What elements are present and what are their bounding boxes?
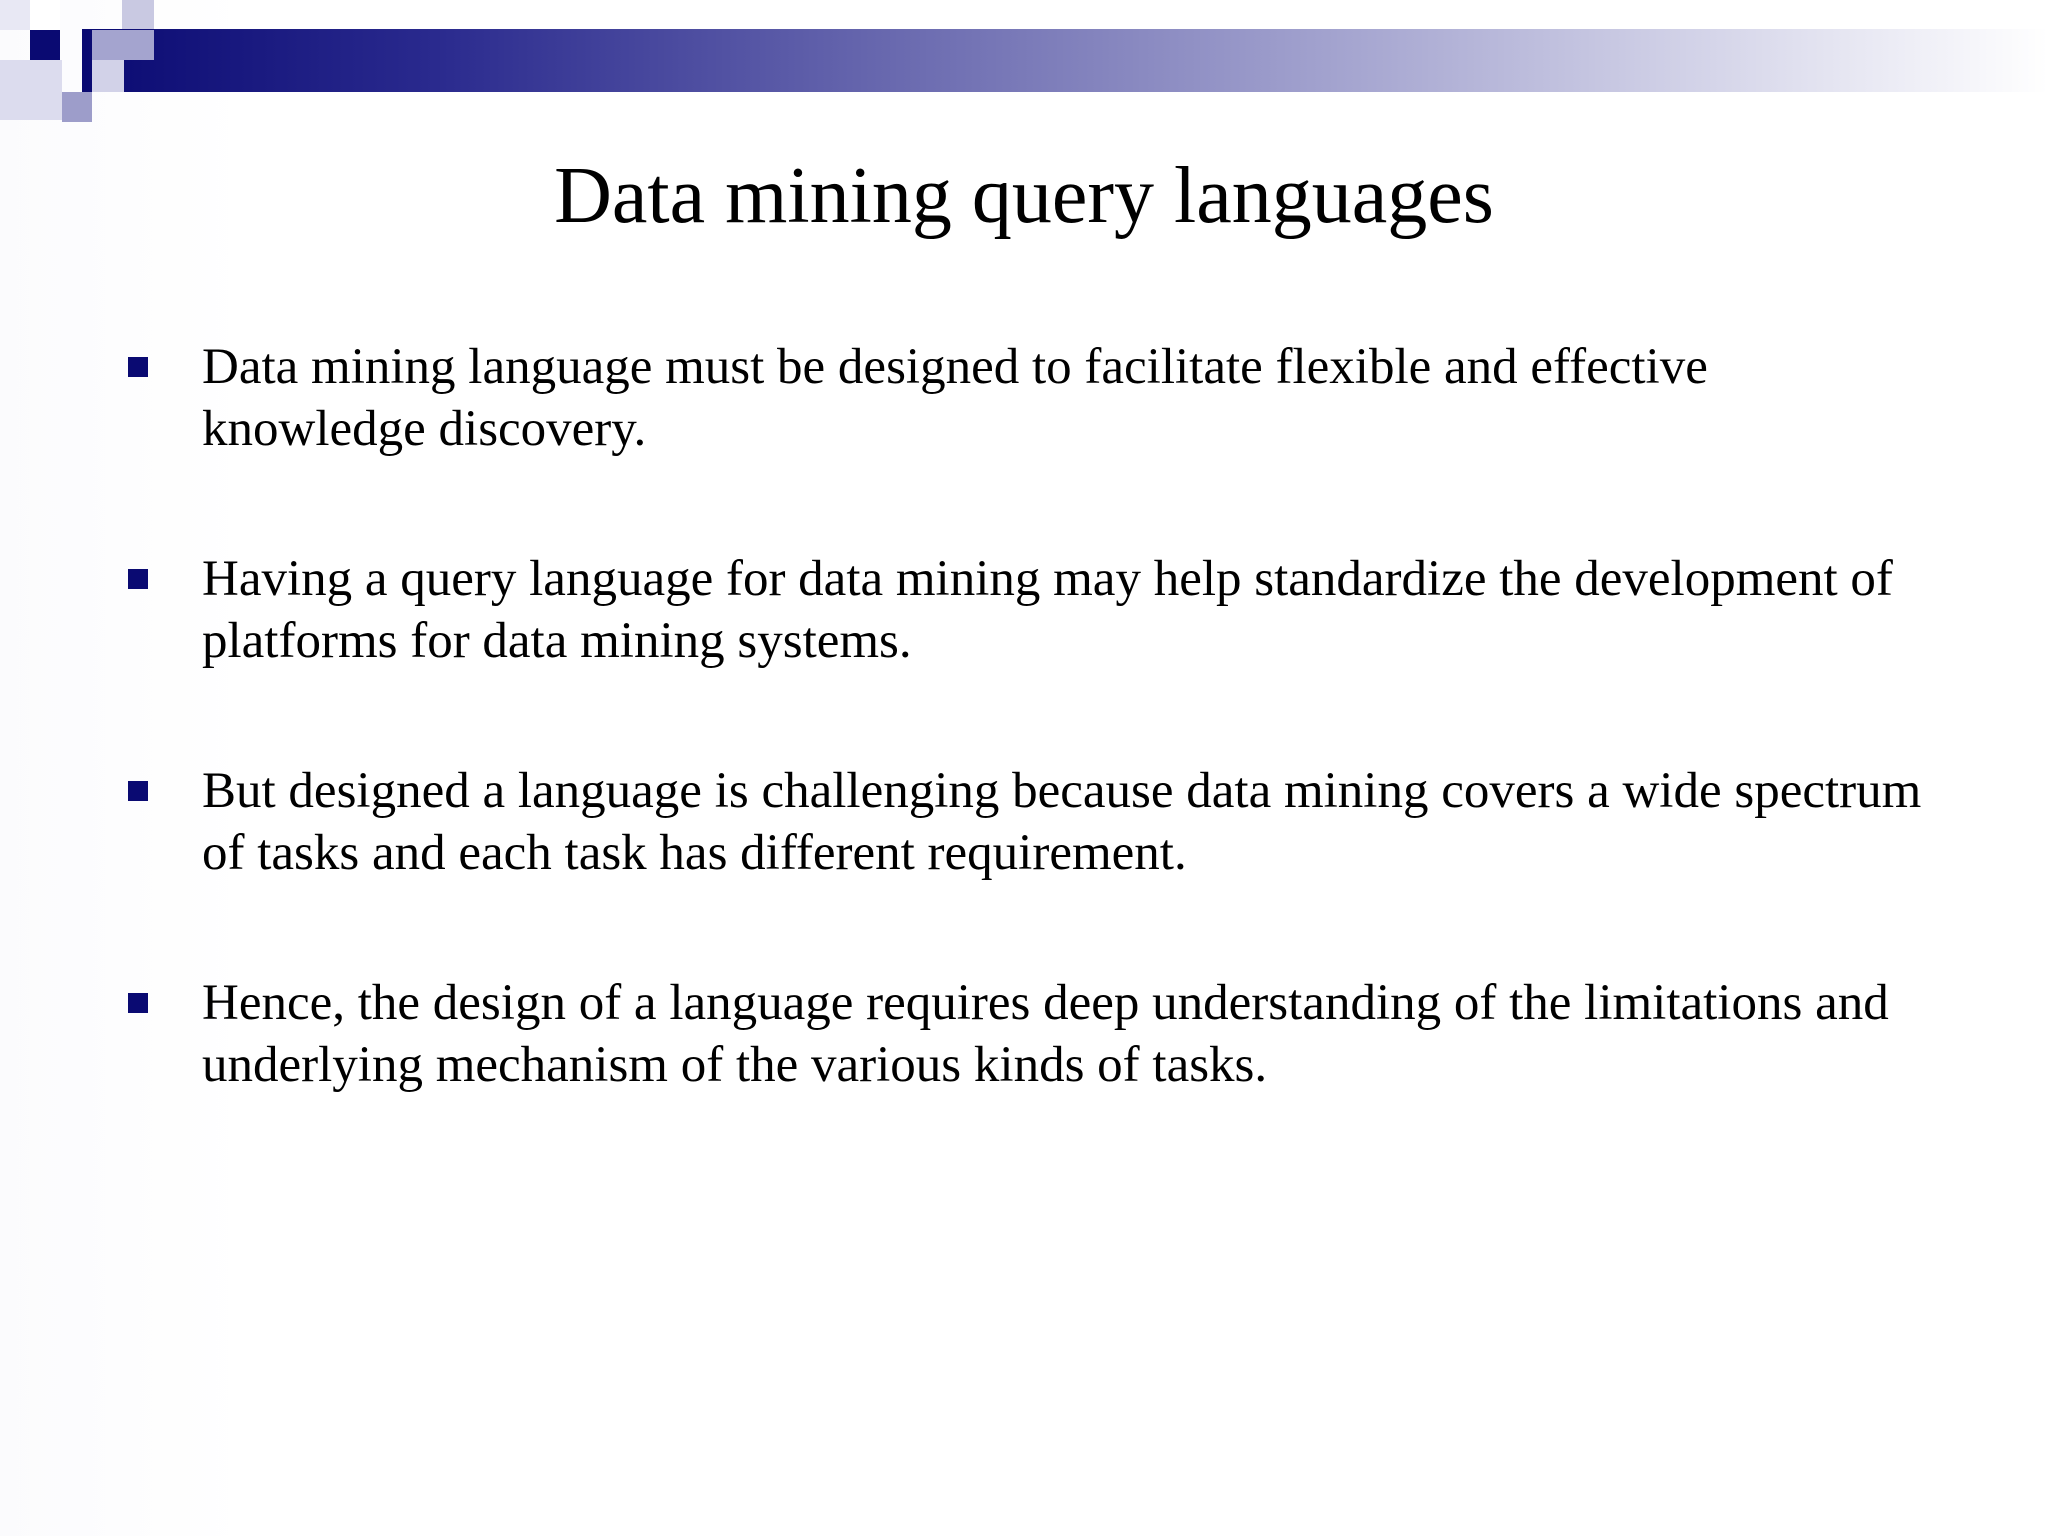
header-gradient-band: [82, 29, 2048, 92]
bullet-text: Having a query language for data mining may help standardize the development of platforms for data mining systems.: [202, 551, 1893, 669]
decorative-square: [30, 30, 60, 60]
bullet-text: Hence, the design of a language requires deep understanding of the limitations and underlying mechanism of the various kinds of tasks.: [202, 975, 1889, 1093]
decorative-square: [62, 92, 92, 122]
decorative-square: [0, 0, 30, 30]
bullet-item: [126, 760, 1926, 884]
decorative-square: [92, 60, 124, 92]
decorative-square: [92, 30, 154, 60]
slide-title: Data mining query languages: [554, 152, 1494, 240]
square-bullet-icon: [128, 569, 148, 589]
bullet-item: [126, 548, 1926, 672]
decorative-square: [0, 60, 62, 120]
bullet-item: [126, 972, 1926, 1096]
bullet-item: [126, 336, 1926, 460]
bullet-list: [126, 336, 1926, 1184]
square-bullet-icon: [128, 781, 148, 801]
decorative-square: [122, 0, 154, 30]
decorative-square: [30, 0, 60, 30]
bullet-text: But designed a language is challenging because data mining covers a wide spectrum of tasks and each task has different requirement.: [202, 763, 1922, 881]
square-bullet-icon: [128, 993, 148, 1013]
square-bullet-icon: [128, 357, 148, 377]
bullet-text: Data mining language must be designed to facilitate flexible and effective knowledge discovery.: [202, 339, 1708, 457]
